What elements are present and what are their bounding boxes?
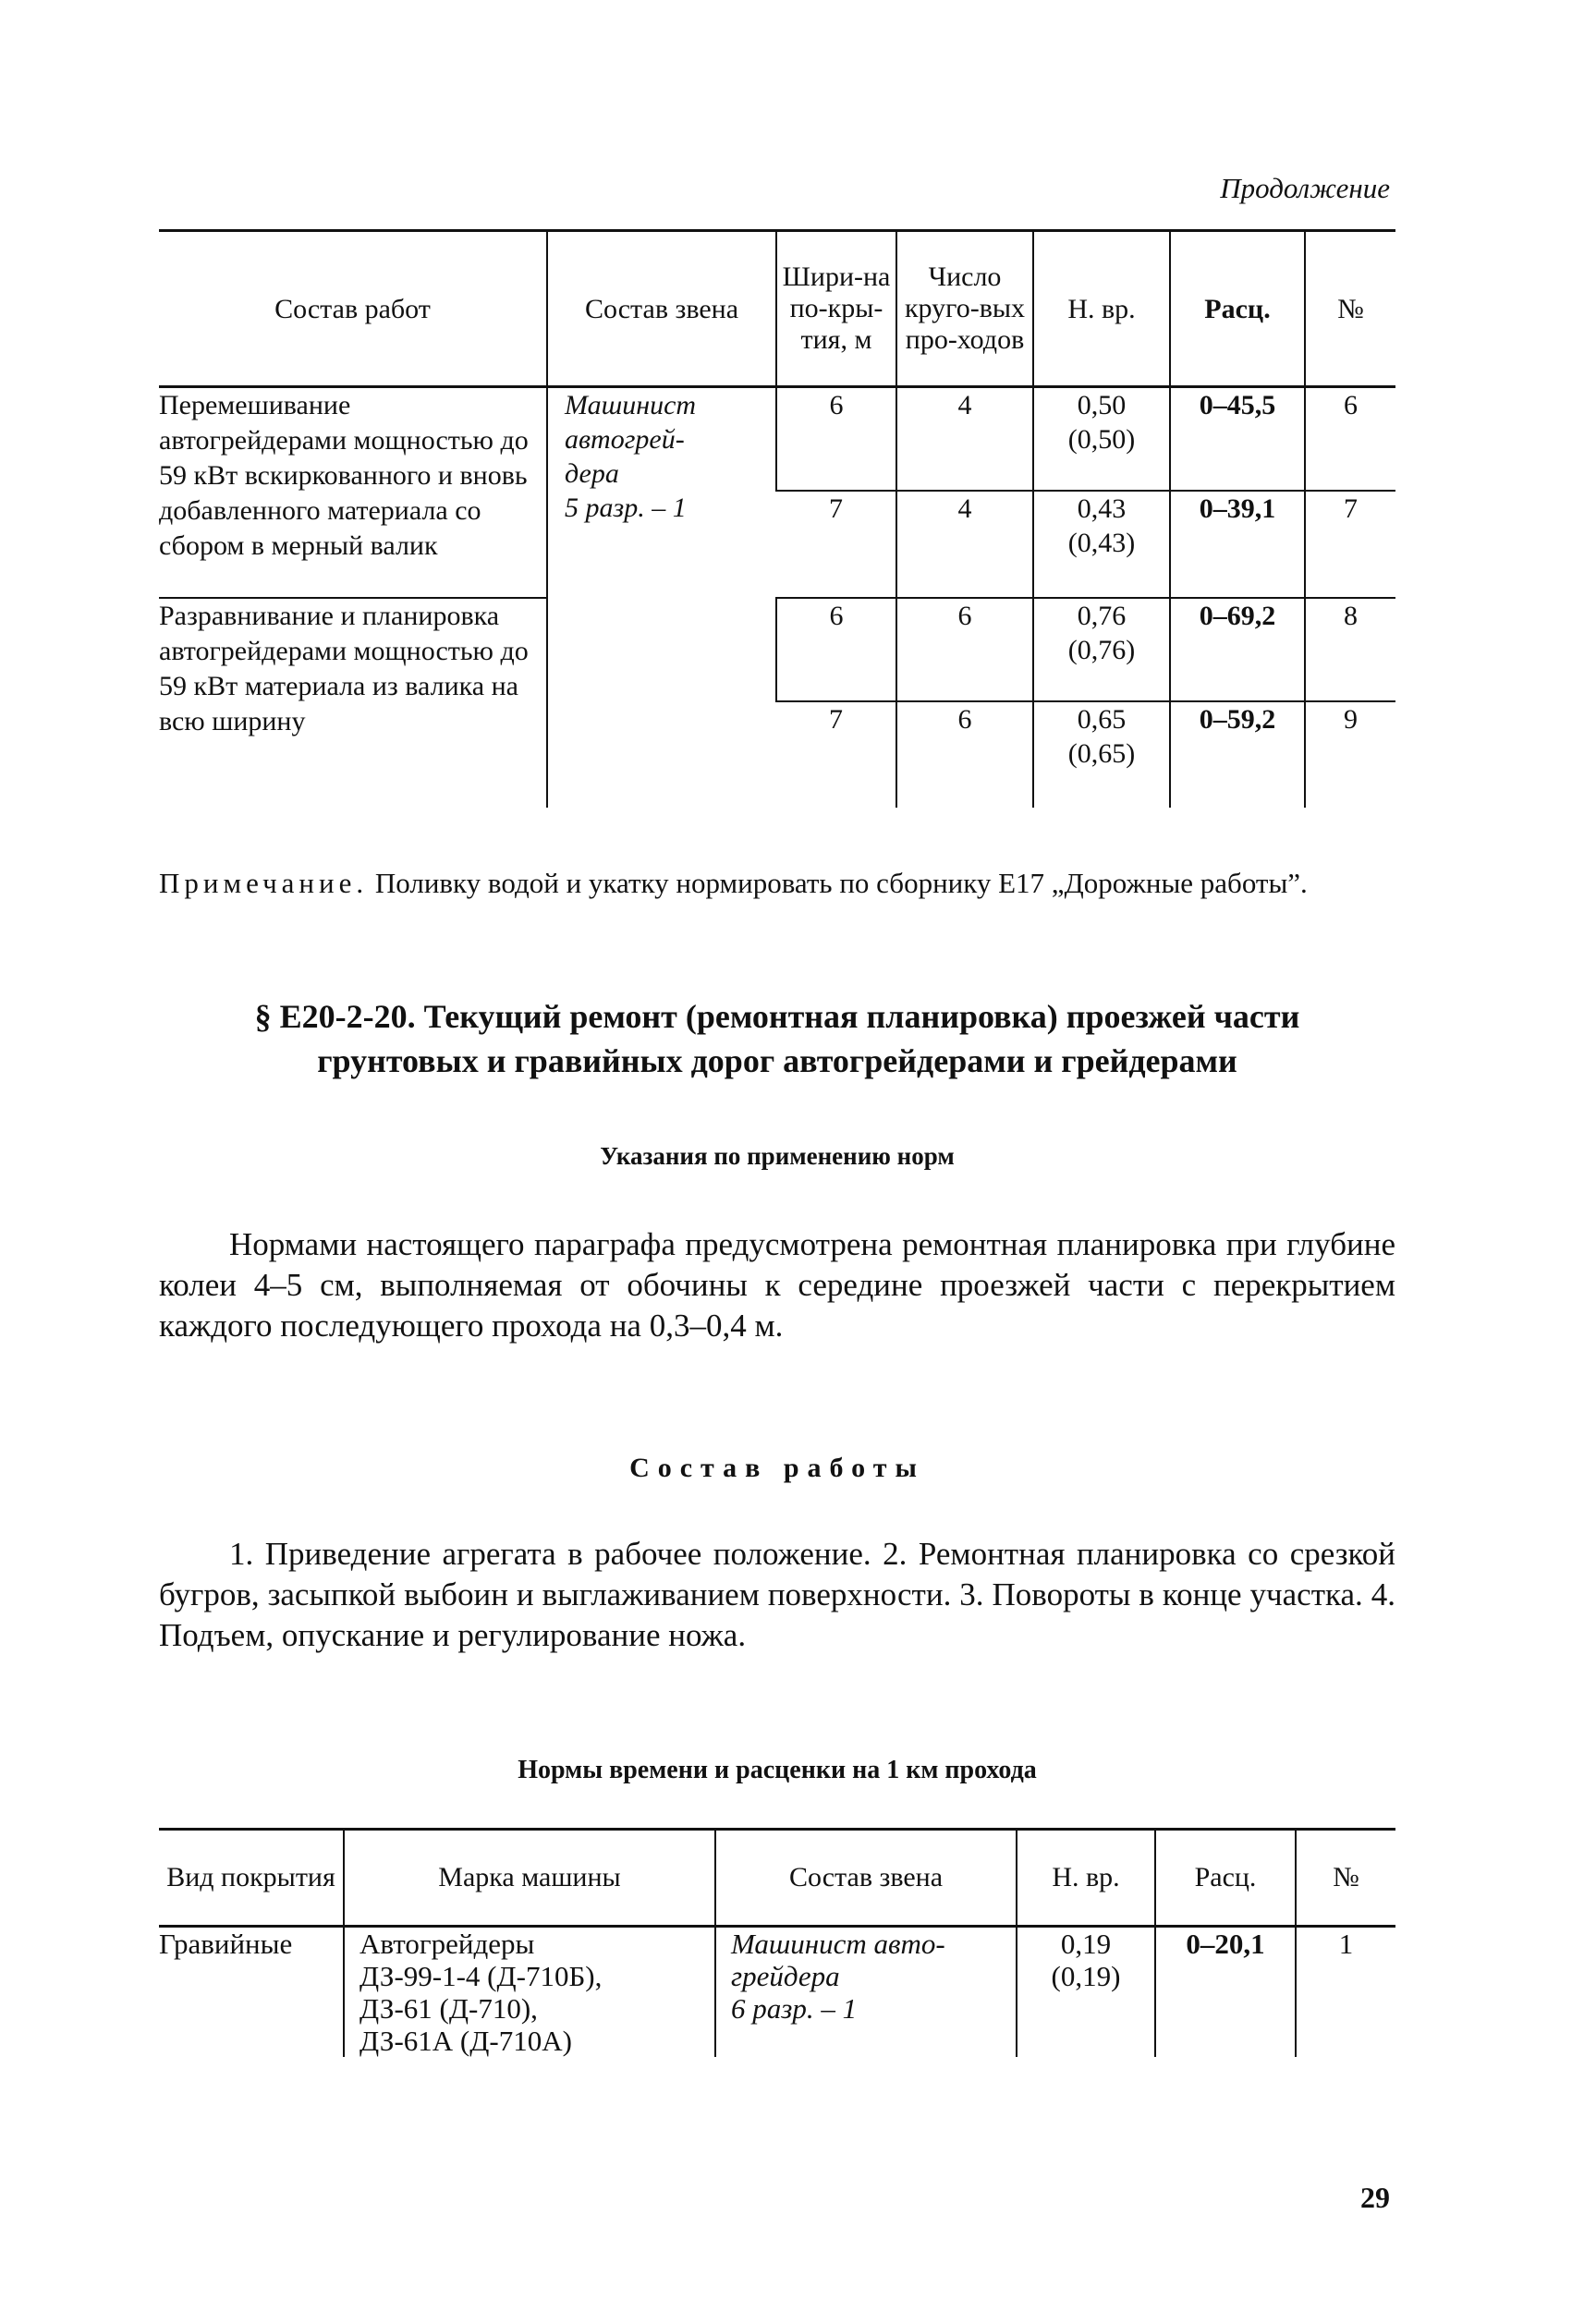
work-description-2: Разравнивание и планировка автогрейдерами мощностью до 59 кВт материала из валика на всю ширину — [159, 598, 547, 808]
row-number: 8 — [1305, 598, 1395, 701]
coverage-width: 6 — [776, 387, 896, 492]
section-title-line: § Е20-2-20. Текущий ремонт (ремонтная планировка) проезжей части — [254, 998, 1300, 1035]
machine-models — [344, 1927, 715, 2058]
crew-line: 5 разр. – 1 — [565, 493, 687, 523]
crew-line: грейдера — [731, 1960, 840, 1992]
machine-line: ДЗ-61А (Д-710А) — [359, 2025, 572, 2057]
section-title-line: грунтовых и гравийных дорог автогрейдерами и грейдерами — [317, 1042, 1237, 1079]
crew-description — [715, 1927, 1017, 2058]
crew-line: дера — [565, 458, 619, 489]
instructions-heading: Указания по применению норм — [600, 1142, 955, 1170]
rate-value: 0–69,2 — [1170, 598, 1305, 701]
row-number: 1 — [1296, 1927, 1395, 2058]
time-norm-paren: (0,65) — [1067, 738, 1136, 769]
rate-value: 0–59,2 — [1170, 701, 1305, 808]
table-row — [159, 598, 1395, 701]
pass-count: 6 — [896, 701, 1033, 808]
header-crew-composition: Состав звена — [547, 231, 776, 387]
table-header-row — [159, 231, 1395, 387]
row-number: 7 — [1305, 491, 1395, 598]
continued-label: Продолжение — [1220, 172, 1390, 204]
pass-count: 4 — [896, 387, 1033, 492]
work-composition-paragraph: 1. Приведение агрегата в рабочее положение. 2. Ремонтная планировка со срезкой бугров, засыпкой выбоин и выглаживанием поверхности. 3. Повороты в конце участка. 4. Подъем, опускание и регулирование ножа. — [159, 1536, 1395, 1653]
header-crew-composition: Состав звена — [715, 1830, 1017, 1927]
table2-caption: Нормы времени и расценки на 1 км прохода — [518, 1756, 1037, 1784]
crew-line: 6 разр. – 1 — [731, 1992, 858, 2025]
time-norm-value: 0,19 — [1060, 1928, 1112, 1960]
time-norm — [1033, 387, 1170, 492]
rate-value: 0–20,1 — [1155, 1927, 1296, 2058]
note-text: Поливку водой и укатку нормировать по сборнику Е17 „Дорожные работы”. — [368, 867, 1308, 899]
machine-line: Автогрейдеры — [359, 1928, 535, 1960]
pass-count: 4 — [896, 491, 1033, 598]
header-number: № — [1305, 231, 1395, 387]
header-pass-count: Число круго-вых про-ходов — [896, 231, 1033, 387]
time-norm — [1017, 1927, 1155, 2058]
time-norm-paren: (0,50) — [1067, 424, 1136, 455]
table-header-row — [159, 1830, 1395, 1927]
time-norm — [1033, 598, 1170, 701]
row-number: 9 — [1305, 701, 1395, 808]
header-time-norm: Н. вр. — [1033, 231, 1170, 387]
norms-table-repair — [159, 1828, 1395, 2057]
table-row — [159, 387, 1395, 492]
coverage-width: 7 — [776, 491, 896, 598]
time-norm-value: 0,43 — [1077, 493, 1127, 524]
time-norm-paren: (0,19) — [1051, 1960, 1121, 1992]
crew-description — [547, 387, 776, 809]
note-label: Примечание. — [159, 867, 369, 899]
header-surface-type: Вид покрытия — [159, 1830, 344, 1927]
table-note — [159, 865, 1395, 902]
surface-type: Гравийные — [159, 1928, 293, 1960]
crew-line: Машинист — [565, 390, 697, 420]
norms-table-continued — [159, 229, 1395, 808]
crew-line: автогрей- — [565, 424, 685, 455]
coverage-width: 7 — [776, 701, 896, 808]
rate-value: 0–39,1 — [1170, 491, 1305, 598]
table-row — [159, 1927, 1395, 2058]
time-norm — [1033, 491, 1170, 598]
time-norm-value: 0,50 — [1077, 390, 1127, 420]
header-number: № — [1296, 1830, 1395, 1927]
machine-line: ДЗ-61 (Д-710), — [359, 1992, 538, 2025]
crew-line: Машинист авто- — [731, 1928, 945, 1960]
header-work-composition: Состав работ — [159, 231, 547, 387]
header-rate: Расц. — [1170, 231, 1305, 387]
time-norm-paren: (0,43) — [1067, 528, 1136, 558]
coverage-width: 6 — [776, 598, 896, 701]
page-number: 29 — [1360, 2181, 1390, 2214]
time-norm-paren: (0,76) — [1067, 635, 1136, 665]
time-norm-value: 0,76 — [1077, 601, 1127, 631]
header-rate: Расц. — [1155, 1830, 1296, 1927]
header-time-norm: Н. вр. — [1017, 1830, 1155, 1927]
work-description-1: Перемешивание автогрейдерами мощностью до 59 кВт вскиркованного и вновь добавленного материала со сбором в мерный валик — [159, 390, 529, 561]
instructions-paragraph: Нормами настоящего параграфа предусмотрена ремонтная планировка при глубине колеи 4–5 см, выполняемая от обочины к середине проезжей части с перекрытием каждого последующего прохода на 0,3–0,4 м. — [159, 1226, 1395, 1344]
time-norm — [1033, 701, 1170, 808]
header-coverage-width: Шири-на по-кры-тия, м — [776, 231, 896, 387]
row-number: 6 — [1305, 387, 1395, 492]
pass-count: 6 — [896, 598, 1033, 701]
work-composition-heading: Состав работы — [629, 1453, 925, 1483]
time-norm-value: 0,65 — [1077, 704, 1127, 735]
section-title — [159, 994, 1395, 1083]
machine-line: ДЗ-99-1-4 (Д-710Б), — [359, 1960, 603, 1992]
header-machine-model: Марка машины — [344, 1830, 715, 1927]
rate-value: 0–45,5 — [1170, 387, 1305, 492]
